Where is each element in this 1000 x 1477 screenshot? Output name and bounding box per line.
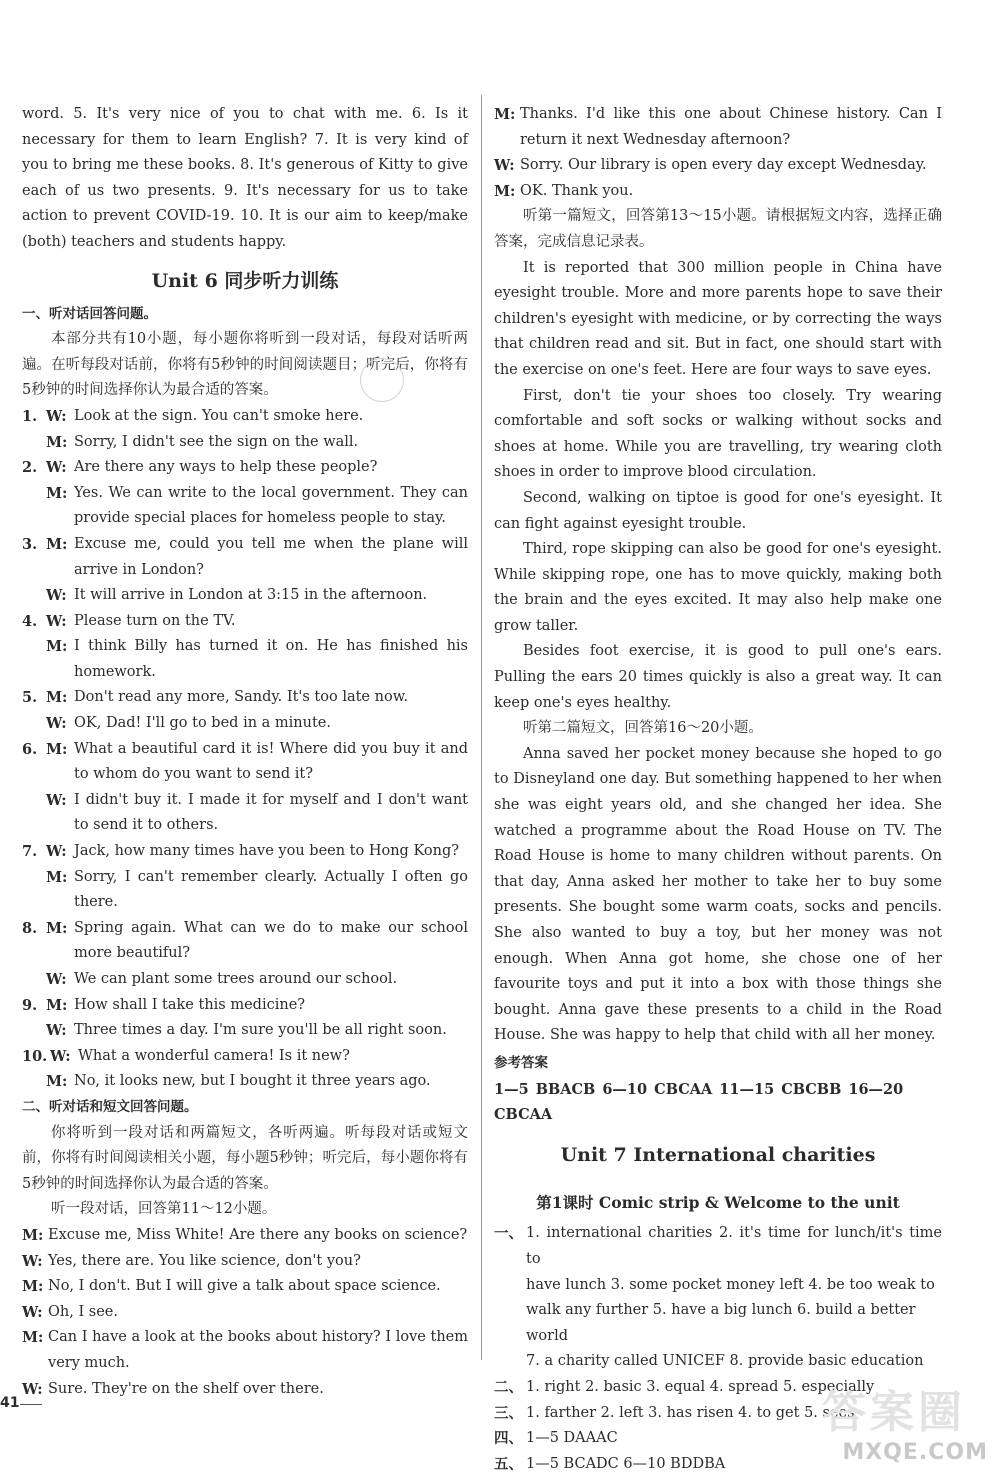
speaker: M: xyxy=(46,740,68,758)
dialogue-item xyxy=(22,404,468,455)
passage-1-intro: 听第一篇短文，回答第13～15小题。请根据短文内容，选择正确答案，完成信息记录表。 xyxy=(494,208,942,250)
item-number: 9. xyxy=(22,996,38,1014)
exercise-line: 1. international charities 2. it's time for lunch/it's time to xyxy=(526,1225,942,1267)
dialogue-text: What a wonderful camera! Is it new? xyxy=(78,1047,350,1064)
passage-1 xyxy=(494,256,942,717)
watermark-text: MXQE.COM xyxy=(842,1440,988,1466)
text-line: word. 5. It's very nice of you to chat with me. 6. Is it xyxy=(22,106,468,122)
exercise-line: 1—5 BCADC 6—10 BDDBA xyxy=(526,1455,726,1472)
speaker: M: xyxy=(46,1073,68,1091)
page-number: 41 xyxy=(0,1395,20,1411)
dialogue-text: We can plant some trees around our school. xyxy=(74,971,398,987)
speaker: W: xyxy=(46,587,67,605)
dialogue-text: Yes. We can write to the local government. They can provide special places for homeless people to stay. xyxy=(74,484,468,527)
paragraph: It is reported that 300 million people in China have eyesight trouble. More and more parents hope to save their children's eyesight with medicine, or by correcting the ways that children read and sit. But in fact, one should start with the exercise on one's feet. Here are four ways to save eyes. xyxy=(494,259,942,378)
item-number: 7. xyxy=(22,843,38,861)
speaker: W: xyxy=(46,791,67,809)
item-number: 6. xyxy=(22,740,38,758)
section-2-heading: 二、听对话和短文回答问题。 xyxy=(22,1098,198,1115)
stamp-mark xyxy=(360,358,404,402)
speaker: W: xyxy=(46,612,67,630)
speaker: W: xyxy=(50,1047,71,1065)
exercise-number: 三、 xyxy=(494,1404,523,1422)
item-number: 5. xyxy=(22,689,38,707)
exercise-line: 7. a charity called UNICEF 8. provide basic education xyxy=(526,1353,924,1370)
text-line: necessary for them to learn English? 7. It is very kind of xyxy=(22,131,468,148)
watermark-logo: 答案圈 xyxy=(822,1387,966,1438)
dialogue-continuation xyxy=(494,102,942,204)
text-line: you to bring me these books. 8. It's generous of Kitty to give xyxy=(22,157,468,174)
item-number: 1. xyxy=(22,407,38,425)
answers-heading: 参考答案 xyxy=(494,1054,548,1071)
dialogue-text: Oh, I see. xyxy=(48,1303,118,1320)
passage-2-intro: 听第二篇短文，回答第16～20小题。 xyxy=(523,720,763,737)
speaker: M: xyxy=(46,919,68,937)
speaker: M: xyxy=(494,182,516,200)
exercise-number: 五、 xyxy=(494,1455,523,1473)
exercise-line: walk any further 5. have a big lunch 6. build a better world xyxy=(526,1302,916,1344)
dialogue-text: Sorry, I didn't see the sign on the wall. xyxy=(74,433,359,450)
dialogue-text: Sorry, I can't remember clearly. Actually I often go there. xyxy=(74,868,468,911)
text-line: (both) teachers and students happy. xyxy=(22,233,287,250)
speaker: W: xyxy=(46,407,67,425)
speaker: W: xyxy=(22,1303,43,1321)
speaker: W: xyxy=(46,1022,67,1040)
exercise-line: have lunch 3. some pocket money left 4. be too weak to xyxy=(526,1276,935,1293)
dialogue-11 xyxy=(22,1223,468,1402)
dialogue-text: Look at the sign. You can't smoke here. xyxy=(74,407,364,424)
dialogue-item xyxy=(22,532,468,609)
lesson-title: 第1课时 Comic strip & Welcome to the unit xyxy=(536,1192,900,1212)
speaker: W: xyxy=(22,1252,43,1270)
speaker: M: xyxy=(46,996,68,1014)
dialogue-text: I didn't buy it. I made it for myself and I don't want to send it to others. xyxy=(74,791,468,834)
exercise-line: 1. farther 2. left 3. has risen 4. to get 5. sees xyxy=(526,1404,855,1421)
speaker: M: xyxy=(22,1226,44,1244)
dialogue-item xyxy=(22,916,468,993)
right-column xyxy=(494,102,942,1477)
exercise-line: 1—5 DAAAC xyxy=(526,1430,618,1447)
text-line: each of us two presents. 9. It's necessary for us to take xyxy=(22,182,468,199)
speaker: M: xyxy=(46,868,68,886)
paragraph: Besides foot exercise, it is good to pull one's ears. Pulling the ears 20 times quickly is also a great way. It can keep one's eyes healthy. xyxy=(494,643,942,711)
dialogue-text: Three times a day. I'm sure you'll be all right soon. xyxy=(74,1022,447,1039)
dialogue-text: Please turn on the TV. xyxy=(74,612,236,629)
dialogue-item xyxy=(22,737,468,839)
dialogue-text: Sorry. Our library is open every day except Wednesday. xyxy=(520,157,927,174)
speaker: M: xyxy=(22,1329,44,1347)
dialogue-11-intro: 听一段对话，回答第11～12小题。 xyxy=(51,1201,277,1218)
speaker: M: xyxy=(46,689,68,707)
section-1-instructions: 本部分共有10小题，每小题你将听到一段对话，每段对话听两遍。在听每段对话前，你将有5秒钟的时间阅读题目；听完后，你将有5秒钟的时间选择你认为最合适的答案。 xyxy=(22,331,468,399)
speaker: M: xyxy=(46,535,68,553)
dialogue-text: Don't read any more, Sandy. It's too late now. xyxy=(74,689,408,706)
paragraph: First, don't tie your shoes too closely. Try wearing comfortable and soft socks or walking without socks and shoes at home. While you are travelling, try wearing cloth shoes in order to improve blood circulation. xyxy=(494,387,942,481)
section-2-instructions: 你将听到一段对话和两篇短文，各听两遍。听每段对话或短文前，你将有时间阅读相关小题，每小题5秒钟；听完后，每小题你将有5秒钟的时间选择你认为最合适的答案。 xyxy=(22,1124,468,1192)
section-1-heading: 一、听对话回答问题。 xyxy=(22,305,157,322)
dialogue-text: Thanks. I'd like this one about Chinese history. Can I return it next Wednesday afternoon? xyxy=(520,106,942,148)
dialogue-text: Excuse me, Miss White! Are there any books on science? xyxy=(48,1226,468,1243)
watermark xyxy=(792,1387,988,1466)
speaker: W: xyxy=(22,1380,43,1398)
dialogue-text: Jack, how many times have you been to Hong Kong? xyxy=(74,843,460,860)
exercise-number: 二、 xyxy=(494,1378,523,1396)
dialogue-text: Can I have a look at the books about history? I love them very much. xyxy=(48,1329,468,1371)
paragraph: Second, walking on tiptoe is good for one's eyesight. It can fight against eyesight trouble. xyxy=(494,489,942,532)
dialogue-text: Yes, there are. You like science, don't you? xyxy=(48,1252,361,1269)
item-number: 10. xyxy=(22,1047,48,1065)
dialogue-text: No, it looks new, but I bought it three years ago. xyxy=(74,1073,431,1090)
speaker: W: xyxy=(46,843,67,861)
exercise-number: 四、 xyxy=(494,1430,523,1448)
previous-exercise-continuation xyxy=(22,102,468,256)
item-number: 8. xyxy=(22,919,38,937)
dialogue-text: No, I don't. But I will give a talk about space science. xyxy=(48,1278,441,1295)
dialogue-item xyxy=(22,685,468,736)
text-line: action to prevent COVID-19. 10. It is our aim to keep/make xyxy=(22,208,468,225)
column-divider xyxy=(481,95,482,1360)
speaker: W: xyxy=(46,971,67,988)
speaker: M: xyxy=(46,638,68,656)
item-number: 2. xyxy=(22,459,38,477)
speaker: W: xyxy=(46,715,67,733)
dialogue-text: Sure. They're on the shelf over there. xyxy=(48,1380,324,1397)
dialogue-text: OK. Thank you. xyxy=(520,182,634,199)
exercise-number: 一、 xyxy=(494,1225,523,1243)
item-number: 4. xyxy=(22,612,38,630)
dialogue-item xyxy=(22,1044,468,1095)
speaker: W: xyxy=(494,157,515,175)
dialogue-list xyxy=(22,404,468,1095)
speaker: M: xyxy=(46,433,68,451)
left-column xyxy=(22,102,468,1402)
dialogue-text: Spring again. What can we do to make our school more beautiful? xyxy=(74,919,468,962)
page-number-rule xyxy=(20,1404,42,1405)
speaker: W: xyxy=(46,459,67,477)
speaker: M: xyxy=(22,1278,44,1296)
unit-7-title: Unit 7 International charities xyxy=(560,1143,876,1166)
paragraph: Third, rope skipping can also be good for one's eyesight. While skipping rope, one has to move quickly, making both the brain and the eyes excited. It may also help make one grow taller. xyxy=(494,541,942,634)
dialogue-text: How shall I take this medicine? xyxy=(74,996,306,1013)
speaker: M: xyxy=(46,484,68,502)
dialogue-text: Excuse me, could you tell me when the plane will arrive in London? xyxy=(74,535,468,578)
dialogue-text: Are there any ways to help these people? xyxy=(74,459,378,476)
item-number: 3. xyxy=(22,535,38,553)
dialogue-text: OK, Dad! I'll go to bed in a minute. xyxy=(74,715,331,732)
dialogue-text: It will arrive in London at 3:15 in the afternoon. xyxy=(74,587,428,604)
dialogue-item xyxy=(22,839,468,916)
dialogue-item xyxy=(22,993,468,1044)
answer-key: 1—5 BBACB 6—10 CBCAA 11—15 CBCBB 16—20 CBCAA xyxy=(494,1080,904,1124)
dialogue-item xyxy=(22,609,468,686)
unit-6-title: Unit 6 同步听力训练 xyxy=(151,269,339,292)
dialogue-item xyxy=(22,455,468,532)
dialogue-text: What a beautiful card it is! Where did you buy it and to whom do you want to send it? xyxy=(74,740,468,783)
dialogue-text: I think Billy has turned it on. He has finished his homework. xyxy=(74,638,468,680)
speaker: M: xyxy=(494,106,516,123)
exercise-line: 1. right 2. basic 3. equal 4. spread 5. especially xyxy=(526,1378,875,1395)
passage-2: Anna saved her pocket money because she hoped to go to Disneyland one day. But something happened to her when she was eight years old, and she changed her idea. She watched a programme about the Road House on TV. The Road House is home to many children without parents. On that day, Anna asked her mother to take her to buy some presents. She bought some warm coats, socks and pencils. She also wanted to buy a toy, but her money was not enough. When Anna got home, she chose one of her favourite toys and put it into a box with those things she bought. Anna gave these presents to a child in the Road House. She was happy to help that child with all her money. xyxy=(494,745,942,1044)
